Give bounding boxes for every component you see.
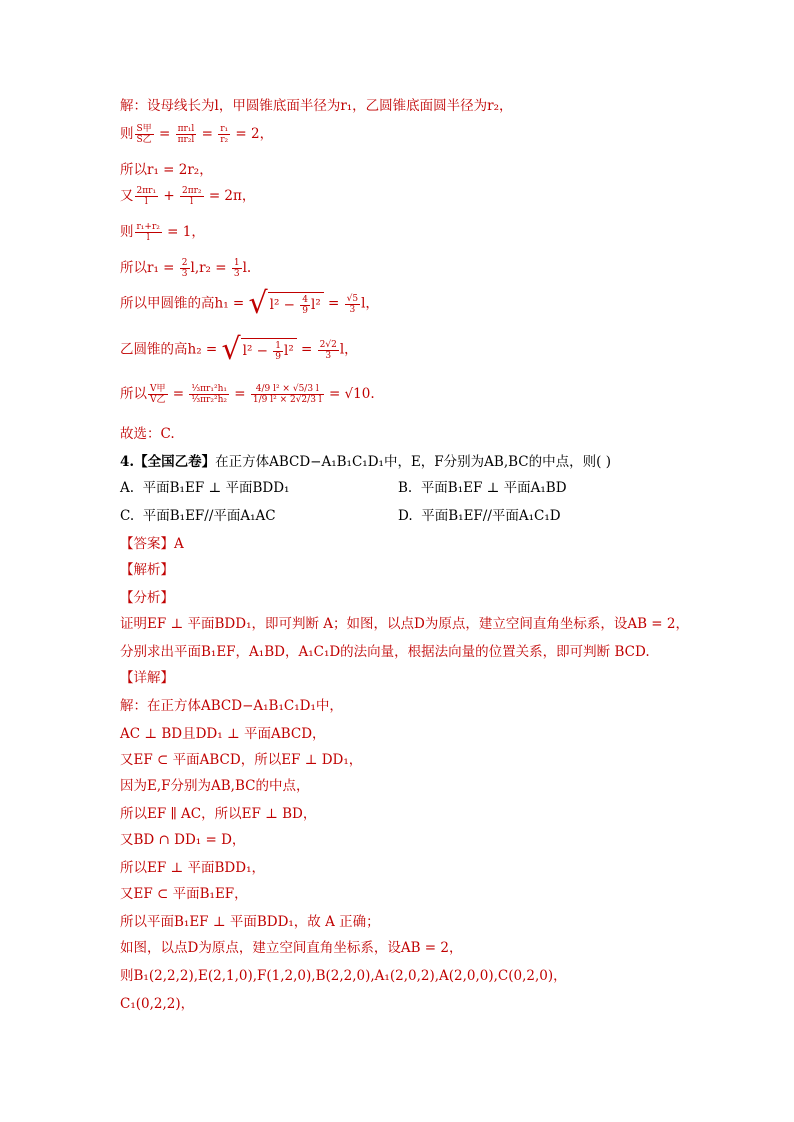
fenxi-label: 【分析】 [120, 590, 174, 606]
l2-frac-2: $\frac{\text{πr₁l}}{\text{πr₂l}}$ [177, 124, 195, 145]
detail-line-11: 则B₁(2,2,2),E(2,1,0),F(1,2,0),B(2,2,0),A₁(2,0,2),A(2,0,0),C(0,2,0)， [120, 968, 567, 984]
question-number: 4. [120, 454, 135, 470]
l5-prefix: 则 [120, 224, 134, 240]
l4-frac-2: $\frac{\text{2πr₂}}{l}$ [181, 186, 202, 207]
l4-prefix: 又 [120, 188, 134, 204]
l4-mid: + [163, 188, 175, 204]
fenxi-line-2: 分别求出平面B₁EF，A₁BD，A₁C₁D的法向量，根据法向量的位置关系，即可判断 BCD. [120, 644, 650, 660]
detail-line-2: AC ⊥ BD且DD₁ ⊥ 平面ABCD， [120, 726, 326, 742]
l2-tail: = 2， [235, 126, 274, 142]
l8-sqrt: √ l² − $\frac{1}{9}$ l² [222, 338, 297, 362]
l6-text: 所以r₁ = [120, 260, 179, 276]
l2-frac-1: $\frac{\text{S甲}}{\text{S乙}}$ [136, 124, 152, 145]
l4-frac-1: $\frac{\text{2πr₁}}{l}$ [136, 186, 157, 207]
solution-line-7: 所以甲圆锥的高h₁ = √ l² − $\frac{4}{9}$ l² = $\frac{√5}{3}$ l， [120, 286, 379, 321]
detail-line-6: 又BD ∩ DD₁ = D， [120, 832, 246, 848]
detail-line-12: C₁(0,2,2)， [120, 996, 195, 1012]
question-source: 【全国乙卷】 [134, 454, 216, 470]
l7-result: $\frac{√5}{3}$ [346, 293, 359, 315]
l9-tail: = √10. [328, 386, 375, 402]
detail-line-5: 所以EF ∥ AC，所以EF ⊥ BD， [120, 806, 317, 822]
solution-line-2: 则 $\frac{\text{S甲}}{\text{S乙}}$ = $\frac{\text{πr₁l}}{\text{πr₂l}}$ = $\frac{\text{r₁}}{\text{r₂}}$ = 2， [120, 124, 274, 145]
xiangjie-label: 【详解】 [120, 670, 174, 686]
l6-frac-1: $\frac{2}{3}$ [181, 258, 188, 279]
detail-line-8: 又EF ⊂ 平面B₁EF， [120, 886, 248, 902]
solution-line-3: 所以r₁ = 2r₂， [120, 162, 213, 178]
l6-frac-2: $\frac{1}{3}$ [233, 258, 240, 279]
l4-tail: = 2π， [208, 188, 256, 204]
solution-line-9: 所以 $\frac{\text{V甲}}{\text{V乙}}$ = $\frac{\text{⅓πr₁²h₁}}{\text{⅓πr₂²h₂}}$ = $\frac{\text{4/9 l² × √5/3 l}}{\text{1/9 l² × 2√2/3 l}}$ = √10. [120, 384, 375, 405]
l8-text: 乙圆锥的高h₂ = [120, 341, 222, 358]
l7-sqrt: √ l² − $\frac{4}{9}$ l² [249, 292, 324, 316]
detail-line-9: 所以平面B₁EF ⊥ 平面BDD₁，故 A 正确； [120, 914, 380, 930]
question-text: 在正方体ABCD−A₁B₁C₁D₁中，E，F分别为AB,BC的中点，则( ) [215, 454, 611, 470]
sqrt-icon: √ [221, 332, 241, 367]
question-4-stem [120, 452, 611, 472]
answer-label: 【答案】A [120, 536, 184, 552]
l8-result: $\frac{2√2}{3}$ [319, 339, 337, 361]
solution-line-6 [120, 258, 251, 279]
detail-line-1: 解：在正方体ABCD−A₁B₁C₁D₁中， [120, 698, 343, 714]
solution-line-5 [120, 222, 205, 243]
option-d[interactable]: D. 平面B₁EF//平面A₁C₁D [398, 508, 561, 524]
option-b[interactable]: B. 平面B₁EF ⊥ 平面A₁BD [398, 480, 567, 496]
option-a[interactable]: A. 平面B₁EF ⊥ 平面BDD₁ [120, 480, 290, 496]
l2-prefix: 则 [120, 126, 134, 142]
l2-frac-3: $\frac{\text{r₁}}{\text{r₂}}$ [220, 124, 229, 145]
solution-line-8: 乙圆锥的高h₂ = √ l² − $\frac{1}{9}$ l² = $\frac{2√2}{3}$ l， [120, 332, 358, 367]
solution-line-4 [120, 186, 255, 207]
solution-line-10: 故选：C. [120, 426, 175, 442]
l9-frac-1: $\frac{\text{V甲}}{\text{V乙}}$ [150, 384, 166, 405]
l9-frac-3: $\frac{\text{4/9 l² × √5/3 l}}{\text{1/9 l² × 2√2/3 l}}$ [252, 384, 322, 405]
l5-tail: = 1， [167, 224, 205, 240]
l7-text: 所以甲圆锥的高h₁ = [120, 295, 249, 312]
l9-text: 所以 [120, 386, 147, 402]
l5-frac: $\frac{\text{r₁+r₂}}{l}$ [136, 222, 160, 243]
jiexi-label: 【解析】 [120, 562, 174, 578]
l9-frac-2: $\frac{\text{⅓πr₁²h₁}}{\text{⅓πr₂²h₂}}$ [191, 384, 227, 405]
solution-line-1: 解：设母线长为l，甲圆锥底面半径为r₁，乙圆锥底面圆半径为r₂， [120, 98, 513, 114]
detail-line-4: 因为E,F分别为AB,BC的中点， [120, 778, 310, 794]
detail-line-10: 如图，以点D为原点，建立空间直角坐标系，设AB = 2， [120, 940, 463, 956]
l6-mid: l,r₂ = [190, 260, 231, 276]
detail-line-3: 又EF ⊂ 平面ABCD，所以EF ⊥ DD₁， [120, 752, 363, 768]
sqrt-icon: √ [248, 286, 268, 321]
l6-tail: l. [242, 260, 252, 276]
detail-line-7: 所以EF ⊥ 平面BDD₁， [120, 860, 265, 876]
fenxi-line-1: 证明EF ⊥ 平面BDD₁，即可判断 A；如图，以点D为原点，建立空间直角坐标系，设AB = 2， [120, 616, 689, 632]
option-c[interactable]: C. 平面B₁EF//平面A₁AC [120, 508, 276, 524]
